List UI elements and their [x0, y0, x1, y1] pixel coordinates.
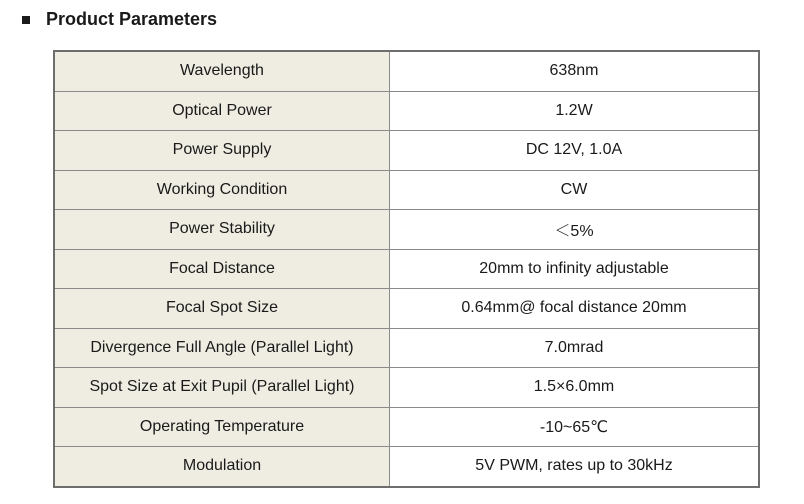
- table-row: [54, 289, 759, 329]
- parameter-value: -10~65℃: [390, 407, 760, 447]
- table-row: [54, 51, 759, 91]
- parameter-label: Modulation: [54, 447, 390, 487]
- table-row: [54, 328, 759, 368]
- parameter-value: 7.0mrad: [390, 328, 760, 368]
- table-row: [54, 249, 759, 289]
- parameter-label: Operating Temperature: [54, 407, 390, 447]
- parameter-label: Focal Spot Size: [54, 289, 390, 329]
- section-heading: [22, 6, 217, 32]
- table-row: [54, 91, 759, 131]
- parameter-value: 5V PWM, rates up to 30kHz: [390, 447, 760, 487]
- parameter-value: 20mm to infinity adjustable: [390, 249, 760, 289]
- section-title: Product Parameters: [46, 8, 218, 29]
- parameter-value: 0.64mm@ focal distance 20mm: [390, 289, 760, 329]
- square-bullet-icon: [22, 16, 30, 24]
- parameter-label: Wavelength: [54, 51, 390, 91]
- parameter-value: 1.5×6.0mm: [390, 368, 760, 408]
- parameter-label: Spot Size at Exit Pupil (Parallel Light): [54, 368, 390, 408]
- parameter-value: CW: [390, 170, 760, 210]
- parameter-value: ＜5%: [390, 210, 760, 250]
- table-row: [54, 368, 759, 408]
- parameter-value: DC 12V, 1.0A: [390, 131, 760, 171]
- table-row: [54, 210, 759, 250]
- parameter-value: 638nm: [390, 51, 760, 91]
- parameter-label: Working Condition: [54, 170, 390, 210]
- parameter-label: Focal Distance: [54, 249, 390, 289]
- product-parameters-table: [53, 50, 760, 488]
- table-row: [54, 131, 759, 171]
- parameter-label: Divergence Full Angle (Parallel Light): [54, 328, 390, 368]
- table-row: [54, 407, 759, 447]
- parameter-label: Optical Power: [54, 91, 390, 131]
- parameter-label: Power Stability: [54, 210, 390, 250]
- table-row: [54, 170, 759, 210]
- table-row: [54, 447, 759, 487]
- parameter-value: 1.2W: [390, 91, 760, 131]
- parameter-label: Power Supply: [54, 131, 390, 171]
